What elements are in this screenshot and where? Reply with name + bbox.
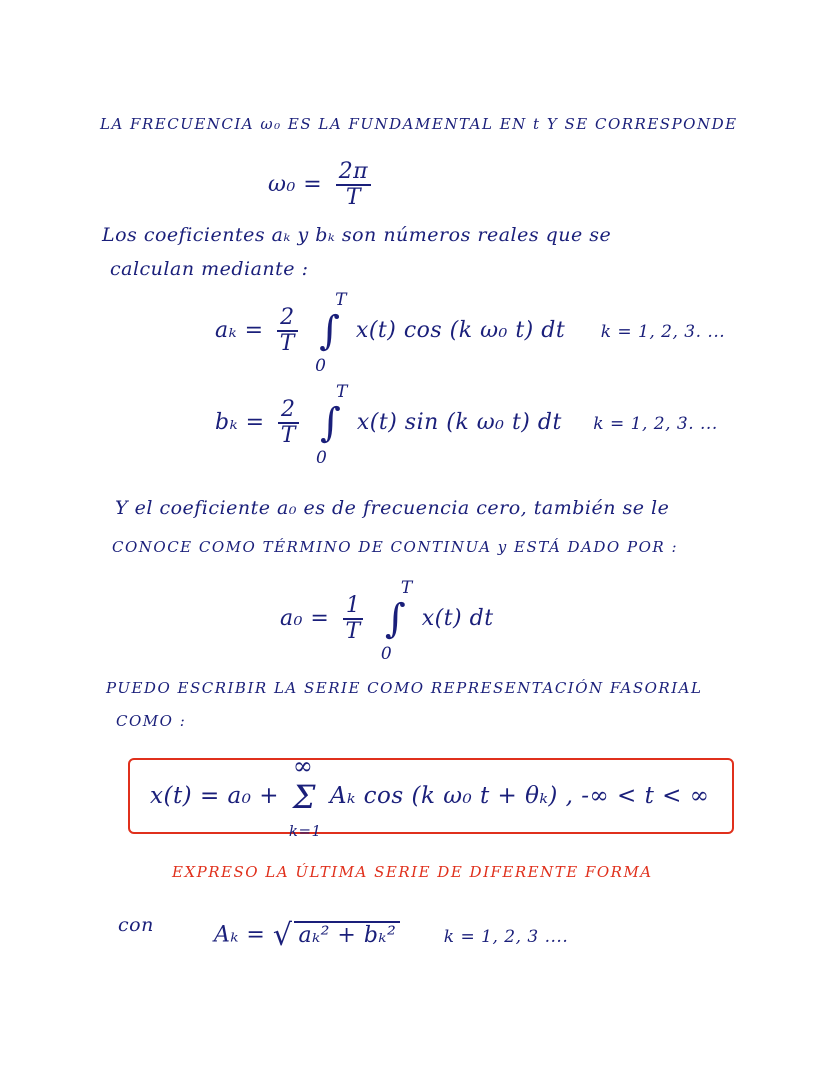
- boxed-body: Aₖ cos (k ω₀ t + θₖ) , -∞ < t < ∞: [329, 783, 710, 809]
- line-como: COMO :: [116, 712, 187, 730]
- a0-denominator: T: [345, 619, 361, 645]
- red-note: EXPRESO LA ÚLTIMA SERIE DE DIFERENTE FORMA: [172, 863, 653, 881]
- ak-numerator: 2: [277, 306, 298, 332]
- ak-upper-limit: T: [335, 290, 347, 311]
- Ak-k-range: k = 1, 2, 3 ....: [443, 926, 569, 947]
- bk-integral: ∫ T 0: [316, 382, 348, 469]
- summation: Σ ∞ k=1: [288, 752, 322, 840]
- a0-numerator: 1: [343, 594, 364, 620]
- bk-integrand: x(t) sin (k ω₀ t) dt: [356, 410, 562, 436]
- ak-integrand: x(t) cos (k ω₀ t) dt: [355, 318, 566, 344]
- w0-denominator: T: [345, 185, 362, 211]
- a0-lhs: a₀ =: [280, 606, 330, 632]
- label-con: con: [118, 914, 154, 936]
- line-a0-intro: Y el coeficiente a₀ es de frecuencia cero, también se le: [115, 497, 670, 519]
- Ak-lhs: Aₖ =: [214, 922, 266, 948]
- line-coefficients-intro: Los coeficientes aₖ y bₖ son números reales que se: [102, 224, 612, 246]
- equation-bk: [215, 382, 718, 469]
- line-phasor-intro: PUEDO ESCRIBIR LA SERIE COMO REPRESENTACIÓN FASORIAL: [106, 679, 703, 697]
- boxed-equation: [150, 752, 710, 840]
- line-dc-term: CONOCE COMO TÉRMINO DE CONTINUA y ESTÁ DADO POR :: [112, 538, 679, 556]
- Ak-radicand: aₖ² + bₖ²: [294, 921, 400, 948]
- ak-fraction: [277, 306, 298, 356]
- sum-lower-limit: k=1: [288, 822, 322, 840]
- bk-lower-limit: 0: [316, 448, 328, 469]
- bk-lhs: bₖ =: [215, 410, 265, 436]
- bk-upper-limit: T: [336, 382, 348, 403]
- sqrt-icon: √: [272, 918, 293, 953]
- a0-upper-limit: T: [400, 578, 413, 599]
- ak-lower-limit: 0: [315, 356, 327, 377]
- ak-denominator: T: [279, 331, 295, 357]
- line-calculated-by: calculan mediante :: [110, 258, 309, 280]
- a0-lower-limit: 0: [380, 644, 393, 665]
- ak-k-range: k = 1, 2, 3. ...: [600, 322, 726, 343]
- bk-numerator: 2: [278, 398, 299, 424]
- bk-fraction: [278, 398, 299, 448]
- equation-ak: [215, 290, 726, 377]
- a0-integrand: x(t) dt: [421, 606, 494, 632]
- boxed-lhs: x(t) = a₀ +: [150, 783, 280, 809]
- a0-fraction: [343, 594, 364, 644]
- a0-integral: ∫ T 0: [380, 578, 413, 665]
- equation-Ak: [214, 918, 568, 953]
- bk-denominator: T: [280, 423, 296, 449]
- w0-fraction: [336, 160, 371, 210]
- bk-k-range: k = 1, 2, 3. ...: [593, 414, 718, 435]
- ak-integral: ∫ T 0: [315, 290, 347, 377]
- sum-upper-limit: ∞: [292, 752, 314, 780]
- w0-numerator: 2π: [336, 160, 371, 186]
- equation-a0: [280, 578, 494, 665]
- equation-w0: [268, 160, 377, 210]
- ak-lhs: aₖ =: [215, 318, 264, 344]
- w0-lhs: ω₀ =: [268, 172, 323, 198]
- line-fundamental-frequency: LA FRECUENCIA ω₀ ES LA FUNDAMENTAL EN t Y SE CORRESPONDE: [100, 115, 738, 133]
